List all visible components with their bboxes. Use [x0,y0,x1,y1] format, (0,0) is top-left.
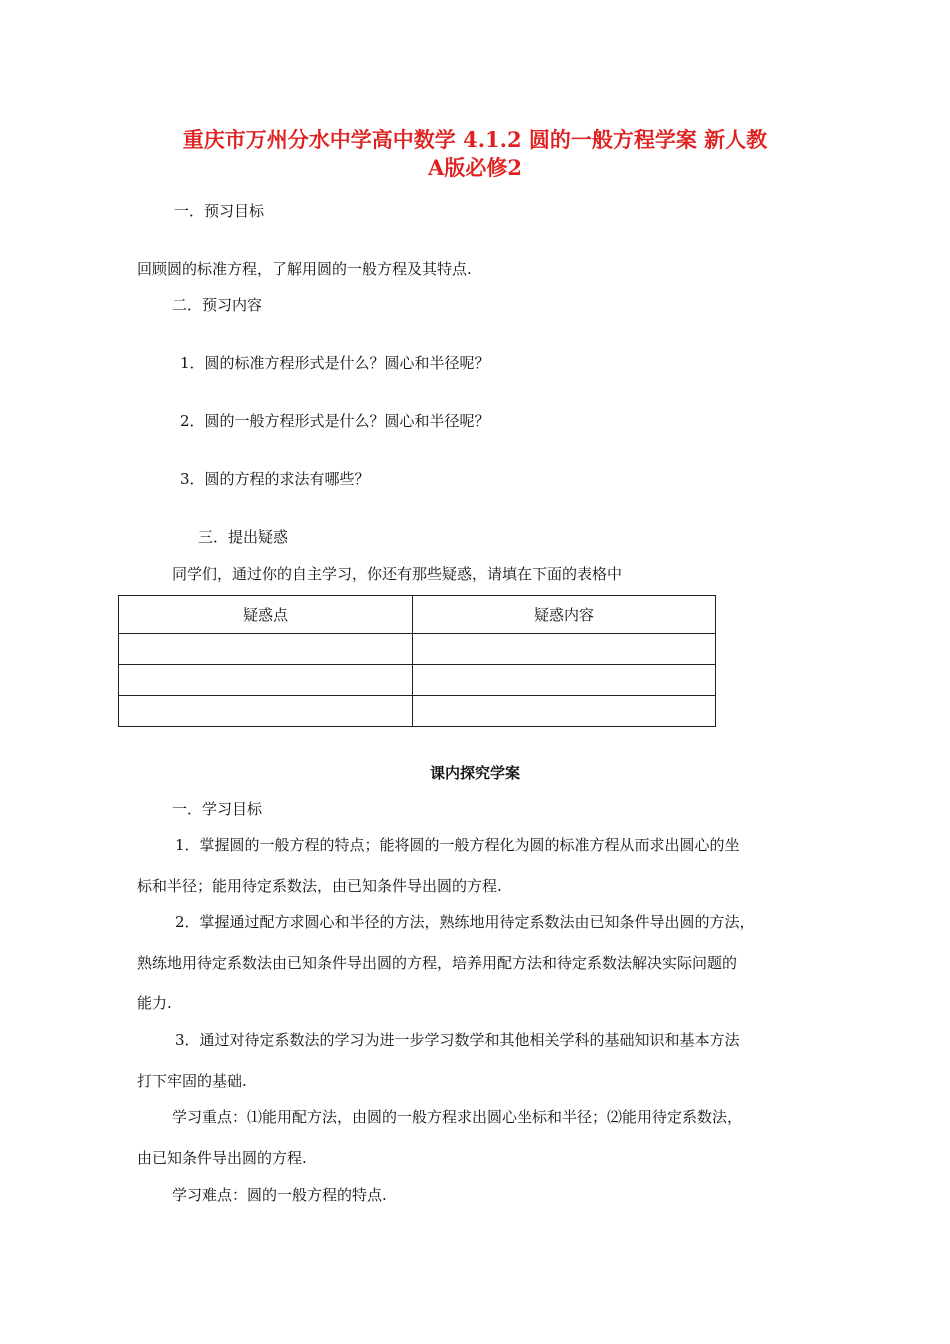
key-points-line-1: 学习重点：⑴能用配方法，由圆的一般方程求出圆心坐标和半径；⑵能用待定系数法， [172,1108,743,1126]
table-row [119,696,716,727]
doubt-table [118,595,716,727]
preview-question-2: 2．圆的一般方程形式是什么？圆心和半径呢？ [180,412,490,430]
inclass-goal-1-line-1: 1．掌握圆的一般方程的特点；能将圆的一般方程化为圆的标准方程从而求出圆心的坐 [175,836,740,854]
table-cell[interactable] [119,696,413,727]
document-title-line-1: 重庆市万州分水中学高中数学 4.1.2 圆的一般方程学案 新人教 [182,127,768,152]
preview-content-heading: 二．预习内容 [172,296,263,314]
doubt-table-header-point: 疑惑点 [119,596,413,634]
table-row [119,634,716,665]
table-cell[interactable] [119,634,413,665]
inclass-heading: 课内探究学案 [429,764,520,782]
preview-goal-heading: 一．预习目标 [174,202,265,220]
inclass-goal-2-line-1: 2．掌握通过配方求圆心和半径的方法，熟练地用待定系数法由已知条件导出圆的方法， [175,913,755,931]
key-points-line-2: 由已知条件导出圆的方程. [137,1149,307,1167]
doubt-table-header-content: 疑惑内容 [413,596,716,634]
inclass-goal-3-line-2: 打下牢固的基础. [137,1072,247,1090]
doubt-intro: 同学们，通过你的自主学习，你还有那些疑惑，请填在下面的表格中 [172,565,623,583]
doubt-heading: 三．提出疑惑 [198,528,289,546]
doubt-table-header-row [119,596,716,634]
preview-question-1: 1．圆的标准方程形式是什么？圆心和半径呢？ [180,354,490,372]
preview-question-3: 3．圆的方程的求法有哪些？ [180,470,370,488]
inclass-goal-1-line-2: 标和半径；能用待定系数法，由已知条件导出圆的方程. [137,877,502,895]
table-cell[interactable] [413,634,716,665]
table-cell[interactable] [413,696,716,727]
table-cell[interactable] [119,665,413,696]
table-cell[interactable] [413,665,716,696]
inclass-goal-2-line-2: 熟练地用待定系数法由已知条件导出圆的方程，培养用配方法和待定系数法解决实际问题的 [137,954,738,972]
inclass-goal-heading: 一．学习目标 [172,800,263,818]
document-title-line-2: A版必修2 [428,155,522,180]
inclass-goal-3-line-1: 3．通过对待定系数法的学习为进一步学习数学和其他相关学科的基础知识和基本方法 [175,1031,740,1049]
inclass-goal-2-line-3: 能力. [137,994,172,1012]
preview-goal-text: 回顾圆的标准方程，了解用圆的一般方程及其特点. [137,260,472,278]
difficulty-text: 学习难点：圆的一般方程的特点. [172,1186,387,1204]
table-row [119,665,716,696]
